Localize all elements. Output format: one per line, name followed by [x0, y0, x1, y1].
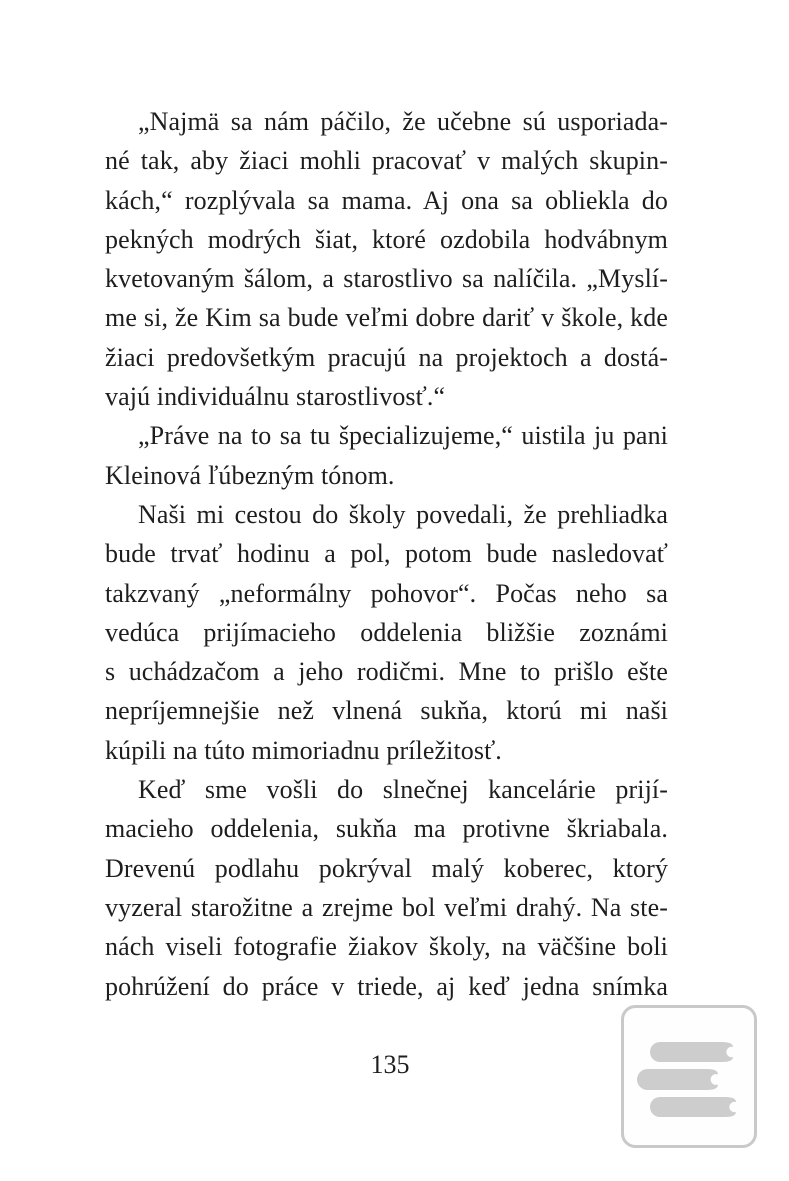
- text-line: vyzeral starožitne a zrejme bol veľmi drahý. Na ste-: [105, 892, 668, 922]
- text-line: me si, že Kim sa bude veľmi dobre dariť v škole, kde: [105, 303, 668, 333]
- books-icon-svg: [621, 1005, 757, 1148]
- text-line: Naši mi cestou do školy povedali, že prehliadka: [138, 499, 668, 529]
- book-bottom-icon: [650, 1097, 736, 1117]
- text-line: vajú individuálnu starostlivosť.“: [105, 382, 446, 412]
- book-middle-icon: [637, 1069, 718, 1090]
- page-number: 135: [370, 1050, 410, 1079]
- text-line: né tak, aby žiaci mohli pracovať v malých skupin-: [105, 146, 668, 176]
- text-line: kách,“ rozplývala sa mama. Aj ona sa obliekla do: [105, 185, 668, 215]
- text-line: pohrúžení do práce v triede, aj keď jedna snímka: [105, 971, 668, 1001]
- text-line: nepríjemnejšie než vlnená sukňa, ktorú mi naši: [105, 696, 668, 726]
- text-line: bude trvať hodinu a pol, potom bude nasledovať: [105, 539, 668, 569]
- books-icon: [621, 1005, 757, 1148]
- page-text: [105, 102, 668, 1006]
- text-line: s uchádzačom a jeho rodičmi. Mne to prišlo ešte: [105, 657, 668, 687]
- text-line: žiaci predovšetkým pracujú na projektoch a dostá-: [105, 342, 668, 372]
- text-line: kvetovaným šálom, a starostlivo sa nalíčila. „Myslí-: [105, 264, 668, 294]
- text-line: takzvaný „neformálny pohovor“. Počas neho sa: [105, 578, 668, 608]
- book-top-icon: [650, 1042, 733, 1062]
- text-line: kúpili na túto mimoriadnu príležitosť.: [105, 735, 502, 765]
- text-line: macieho oddelenia, sukňa ma protivne škriabala.: [105, 814, 668, 844]
- text-line: vedúca prijímacieho oddelenia bližšie zoznámi: [105, 617, 668, 647]
- text-line: Keď sme vošli do slnečnej kancelárie prijí-: [138, 775, 668, 805]
- text-line: nách viseli fotografie žiakov školy, na väčšine boli: [105, 932, 668, 962]
- text-line: Drevenú podlahu pokrýval malý koberec, ktorý: [105, 853, 668, 883]
- text-line: pekných modrých šiat, ktoré ozdobila hodvábnym: [105, 224, 668, 254]
- text-line: „Práve na to sa tu špecializujeme,“ uistila ju pani: [138, 421, 668, 451]
- text-line: Kleinová ľúbezným tónom.: [105, 460, 395, 490]
- text-line: „Najmä sa nám páčilo, že učebne sú usporiada-: [138, 107, 668, 136]
